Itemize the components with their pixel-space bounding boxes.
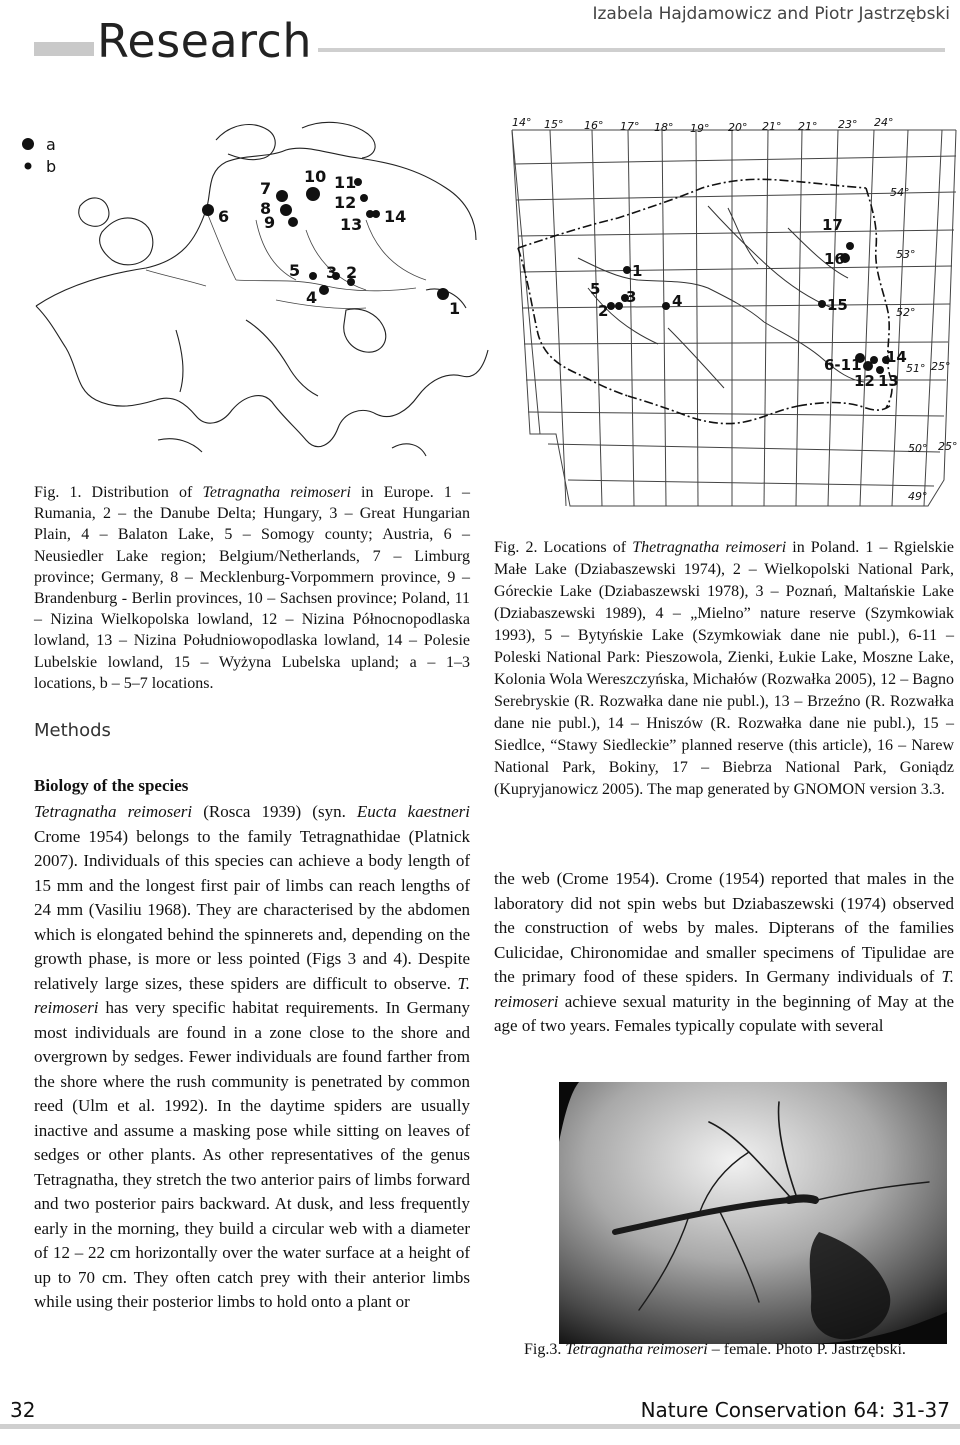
body-text: achieve sexual maturity in the beginning of May at the age of two years. Females typically copulate with several — [494, 991, 954, 1035]
right-degree-labels — [890, 186, 958, 503]
longitude-label: 23° — [838, 118, 858, 131]
location-marker — [818, 300, 826, 308]
location-marker — [615, 302, 623, 310]
location-number: 6 — [218, 207, 230, 226]
body-text: Crome 1954) belongs to the family Tetragnathidae (Platnick 2007). Individuals of this species can achieve a body length of 15 mm and the longest first pair of limbs can reach lengths of 24 mm (Vasiliu 1968). They are characterised by the abdomen which is elongated behind the spinnerets and, depending on the growth phase, is more or less pointed (Figs 3 and 4). Despite relatively large sizes, these spiders are difficult to observe. — [34, 826, 470, 993]
location-marker — [360, 194, 368, 202]
location-number: 12 — [854, 372, 875, 390]
section-title: Research — [97, 14, 312, 68]
footer-rule — [0, 1424, 960, 1429]
figure-1-legend — [22, 135, 56, 176]
location-marker — [202, 204, 214, 216]
figure-2-caption-text: in Poland. 1 – Rgielskie Małe Lake (Dziabaszewski 1974), 2 – Wielkopolski National Park, Góreckie Lake (Dziabaszewski 1978), 3 – Poznań, Maltańskie Lake (Dziabaszewski 1989), 4 – „Mielno” nature reserve (Szymkowiak 1993), 5 – Bytyńskie Lake (Szymkowiak dane nie publ.), 6-11 – Poleski National Park: Pieszowola, Zienki, Łukie Lake, Moszne Lake, Kolonia Wola Wereszczyńska, Michałów (Rozwałka 2005), 12 – Bagno Serebryskie (R. Rozwałka dane nie publ.), 13 – Brzeźno (R. Rozwałka dane nie publ.), 14 – Hniszów (R. Rozwałka dane nie publ.), 15 – Siedlce, “Stawy Siedleckie” planned reserve (this article), 16 – Narew National Park, Bokiny, 17 – Biebrza National Park, Goniądz (Kupryjanowicz 2005). The map generated by GNOMON version 3.3. — [494, 539, 955, 798]
journal-citation: Nature Conservation 64: 31-37 — [640, 1398, 950, 1422]
longitude-label: 15° — [544, 118, 564, 131]
location-number: 5 — [590, 280, 601, 298]
latitude-label: 54° — [890, 186, 910, 199]
figure-3-caption-prefix: Fig.3. — [524, 1341, 566, 1358]
longitude-label: 16° — [584, 119, 604, 132]
location-number: 4 — [672, 292, 683, 310]
location-marker — [276, 190, 288, 202]
body-text-right-column — [494, 867, 954, 1039]
longitude-label: 17° — [620, 120, 640, 133]
figure-2-caption — [494, 537, 954, 801]
running-header-authors: Izabela Hajdamowicz and Piotr Jastrzębski — [592, 4, 950, 24]
longitude-label: 20° — [728, 121, 748, 134]
figure-2-poland-map — [488, 108, 960, 508]
body-text: the web (Crome 1954). Crome (1954) reported that males in the laboratory did not spin webs but Dziabaszewski (1974) observed the construction of webs by males. Dipterans of the families Culicidae, Chironomidae and smaller specimens of Tipulidae are the primary food of these spiders. In Germany individuals of — [494, 869, 954, 986]
longitude-label: 21° — [762, 120, 782, 133]
figure-3-caption-species: Tetragnatha reimoseri — [565, 1341, 708, 1358]
location-number: 14 — [384, 207, 407, 226]
body-text: (Rosca 1939) (syn. — [192, 802, 357, 821]
location-marker — [437, 288, 449, 300]
body-species-abbr: T. reimoseri — [494, 967, 954, 1011]
longitude-label: 25° — [938, 440, 958, 453]
location-number: 2 — [346, 263, 358, 282]
figure-1-caption-text: in Europe. 1 – Rumania, 2 – the Danube Delta; Hungary, 3 – Great Hungarian Plain, 4 – Balaton Lake, 5 – Somogy county; Austria, 6 – Neusiedler Lake region; Belgium/Netherlands, 7 – Limburg province; Germany, 8 – Mecklenburg-Vorpommern province, 9 – Brandenburg - Berlin provinces, 10 – Sachsen province; Poland, 11 – Nizina Wielkopolska lowland, 12 – Nizina Północnopodlaska lowland, 13 – Nizina Południowopodlaska lowland, 14 – Polesie Lubelskie lowland, 15 – Wyżyna Lubelska upland; a – 1–3 locations, b – 5–7 locations. — [34, 484, 471, 692]
methods-heading: Methods — [34, 720, 111, 741]
location-number: 14 — [886, 348, 907, 366]
location-number: 15 — [827, 296, 848, 314]
location-number: 8 — [260, 199, 272, 218]
longitude-label: 19° — [690, 122, 710, 135]
location-marker — [870, 356, 878, 364]
page-number: 32 — [10, 1398, 36, 1422]
figure-2-caption-prefix: Fig. 2. Locations of — [494, 539, 633, 556]
figure-1-caption-prefix: Fig. 1. Distribution of — [34, 484, 203, 501]
location-marker — [288, 217, 298, 227]
top-degree-labels — [512, 116, 894, 135]
legend-label-b: b — [46, 157, 57, 176]
location-number: 17 — [822, 216, 843, 234]
body-species-name: Tetragnatha reimoseri — [34, 802, 193, 821]
location-number: 2 — [598, 302, 609, 320]
poland-location-numbers — [590, 216, 907, 390]
latitude-label: 49° — [908, 490, 928, 503]
header-accent-bar — [34, 42, 94, 56]
location-number: 11 — [334, 173, 357, 192]
location-marker — [319, 285, 329, 295]
location-marker — [662, 302, 670, 310]
longitude-label: 24° — [874, 116, 894, 129]
location-number: 3 — [626, 288, 637, 306]
location-marker — [623, 266, 631, 274]
europe-location-numbers — [218, 167, 460, 318]
body-text: has very specific habitat requirements. In Germany most individuals are found in a zone close to the shore and overgrown by sedges. Fewer individuals are found farther from the shore where the rush community is penetrated by common reed (Ulm et al. 1992). In the daytime spiders are usually inactive and assume a masking pose while sitting on leaves of sedges or other plants. As other representatives of the genus Tetragnatha, they stretch the two anterior pairs of limbs forward and two posterior pairs backward. At dusk, and less frequently early in the morning, they build a circular web with a diameter of 12 – 22 cm horizontally over the water surface at a height of up to 70 cm. They often catch prey with their anterior limbs while using their posterior limbs to hold onto a plant or — [34, 998, 470, 1311]
longitude-label: 25° — [931, 360, 951, 373]
location-marker — [309, 272, 317, 280]
body-synonym: Eucta kaestneri — [356, 802, 470, 821]
location-number: 4 — [306, 288, 318, 307]
location-number: 13 — [340, 215, 363, 234]
header-rule — [318, 48, 945, 52]
figure-3-spider-photo — [559, 1082, 947, 1344]
body-species-abbr: T. reimoseri — [34, 973, 470, 1017]
longitude-label: 21° — [798, 120, 818, 133]
figure-1-caption — [34, 482, 470, 694]
location-marker — [280, 204, 292, 216]
location-marker — [372, 210, 380, 218]
location-number: 7 — [260, 179, 272, 198]
figure-3-caption-text: – female. Photo P. Jastrzębski. — [707, 1341, 906, 1358]
figure-3-caption — [524, 1341, 906, 1359]
legend-label-a: a — [46, 135, 56, 154]
location-number: 1 — [449, 299, 461, 318]
location-number: 16 — [824, 250, 845, 268]
location-number: 13 — [878, 372, 899, 390]
location-number: 1 — [632, 262, 643, 280]
location-number: 5 — [289, 261, 301, 280]
longitude-label: 18° — [654, 121, 674, 134]
legend-marker-large — [22, 138, 34, 150]
latitude-label: 51° — [906, 362, 926, 375]
longitude-label: 14° — [512, 116, 532, 129]
location-number: 9 — [264, 213, 276, 232]
location-number: 3 — [326, 263, 338, 282]
europe-coastlines — [36, 122, 488, 456]
latitude-label: 53° — [896, 248, 916, 261]
species-subheading: Biology of the species — [34, 776, 189, 795]
latitude-label: 50° — [908, 442, 928, 455]
location-number: 10 — [304, 167, 327, 186]
figure-1-europe-map — [6, 110, 489, 460]
latitude-label: 52° — [896, 306, 916, 319]
figure-2-caption-species: Thetragnatha reimoseri — [632, 539, 787, 556]
location-number: 6-11 — [824, 356, 862, 374]
location-marker — [846, 242, 854, 250]
legend-marker-small — [25, 163, 32, 170]
figure-1-caption-species: Tetragnatha reimoseri — [202, 484, 351, 501]
location-number: 12 — [334, 193, 357, 212]
body-text-left-column — [34, 800, 470, 1315]
location-marker — [306, 187, 320, 201]
